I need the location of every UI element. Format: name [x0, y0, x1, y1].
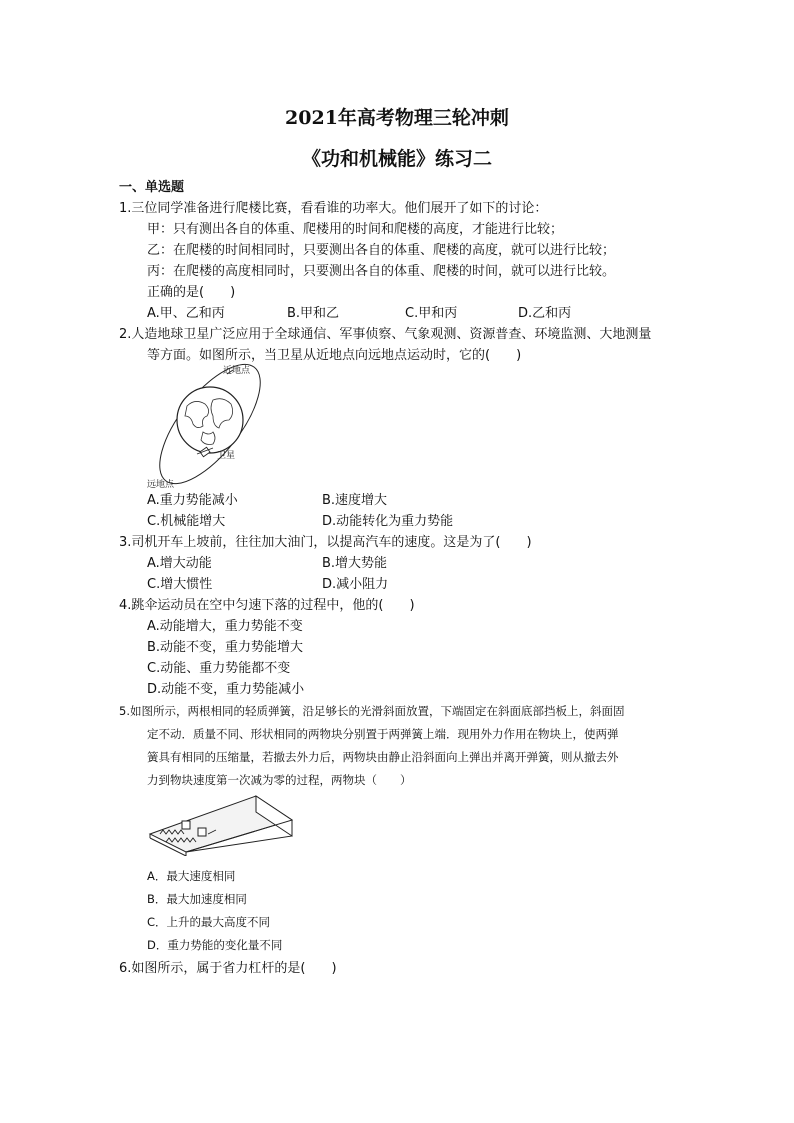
q2-option-a: A.重力势能减小 [147, 493, 238, 508]
q5-option-c: C．上升的最大高度不同 [147, 915, 271, 929]
q5-option-d: D．重力势能的变化量不同 [147, 938, 283, 952]
q4-option-a: A.动能增大，重力势能不变 [147, 619, 303, 634]
q5-option-a: A．最大速度相同 [147, 869, 236, 883]
q4-stem: 4.跳伞运动员在空中匀速下落的过程中，他的( ) [119, 598, 415, 613]
q3-option-a: A.增大动能 [147, 556, 212, 571]
satellite-label: 卫星 [217, 451, 236, 461]
q2-stem: 2.人造地球卫星广泛应用于全球通信、军事侦察、气象观测、资源普查、环境监测、大地测量 [119, 327, 652, 342]
q2-option-b: B.速度增大 [322, 493, 388, 508]
q5-line-4: 力到物块速度第一次减为零的过程，两物块（ ） [147, 773, 412, 787]
q5-line-2: 定不动．质量不同、形状相同的两物块分别置于两弹簧上端．现用外力作用在物块上，使两弹 [147, 727, 619, 741]
q1-option-c: C.甲和丙 [405, 306, 458, 321]
q2-option-c: C.机械能增大 [147, 514, 226, 529]
q3-option-c: C.增大惯性 [147, 577, 213, 592]
q1-option-a: A.甲、乙和丙 [147, 306, 225, 321]
q3-option-b: B.增大势能 [322, 556, 388, 571]
q1-line-3: 丙：在爬楼的高度相同时，只要测出各自的体重、爬楼的时间，就可以进行比较。 [147, 264, 616, 279]
q1-line-2: 乙：在爬楼的时间相同时，只要测出各自的体重、爬楼的高度，就可以进行比较； [147, 243, 616, 258]
incline-spring-figure [146, 790, 296, 856]
q4-option-b: B.动能不变，重力势能增大 [147, 640, 304, 655]
q5-option-b: B．最大加速度相同 [147, 892, 247, 906]
q4-option-c: C.动能、重力势能都不变 [147, 661, 291, 676]
q5-line-3: 簧具有相同的压缩量，若撤去外力后，两物块由静止沿斜面向上弹出并离开弹簧，则从撤去外 [147, 750, 619, 764]
q1-line-4: 正确的是( ) [147, 285, 236, 300]
q5-line-1: 5.如图所示，两根相同的轻质弹簧，沿足够长的光滑斜面放置，下端固定在斜面底部挡板上，斜面固 [119, 704, 625, 718]
q4-option-d: D.动能不变，重力势能减小 [147, 682, 305, 697]
q1-option-d: D.乙和丙 [518, 306, 572, 321]
satellite-orbit-figure [145, 362, 285, 492]
section-heading: 一、单选题 [119, 180, 185, 195]
far-point-label: 远地点 [147, 480, 175, 490]
near-point-label: 近地点 [223, 366, 251, 376]
q1-line-1: 甲：只有测出各自的体重、爬楼用的时间和爬楼的高度，才能进行比较； [147, 222, 564, 237]
document-subtitle: 《功和机械能》练习二 [301, 148, 492, 170]
document-title: 2021年高考物理三轮冲刺 [285, 107, 509, 129]
q1-option-b: B.甲和乙 [287, 306, 340, 321]
q1-stem: 1.三位同学准备进行爬楼比赛，看看谁的功率大。他们展开了如下的讨论： [119, 201, 548, 216]
q2-option-d: D.动能转化为重力势能 [322, 514, 454, 529]
q3-option-d: D.减小阻力 [322, 577, 389, 592]
q3-stem: 3.司机开车上坡前，往往加大油门，以提高汽车的速度。这是为了( ) [119, 535, 532, 550]
q2-stem-2: 等方面。如图所示，当卫星从近地点向远地点运动时，它的( ) [147, 348, 522, 363]
q6-stem: 6.如图所示，属于省力杠杆的是( ) [119, 961, 337, 976]
